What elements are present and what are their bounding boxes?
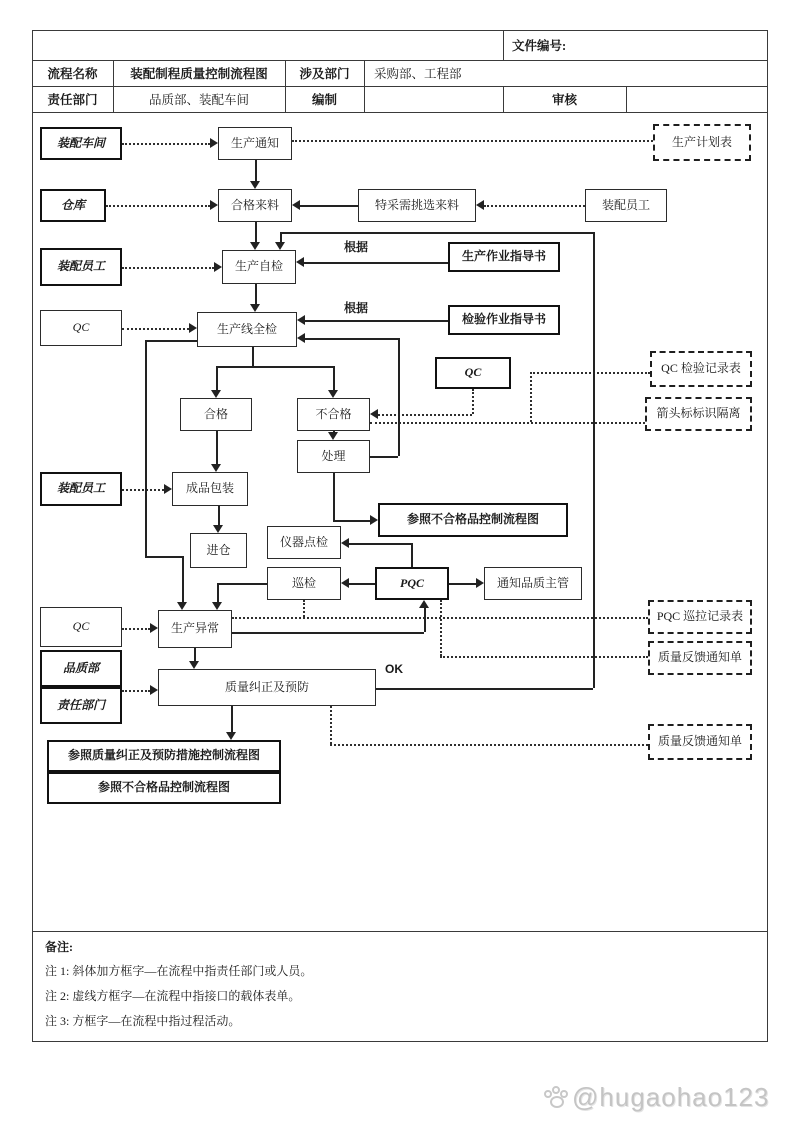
basis-label-1: 根据 — [344, 240, 369, 254]
node-inspection-sop: 检验作业指导书 — [448, 305, 560, 335]
flow-line — [398, 338, 400, 456]
flow-line — [145, 340, 147, 556]
node-quality-feedback-1: 质量反馈通知单 — [648, 641, 752, 675]
basis-label-2: 根据 — [344, 301, 369, 315]
arrowhead — [296, 257, 304, 267]
flow-line — [255, 222, 257, 242]
flow-line — [333, 473, 335, 520]
header-divider — [364, 60, 365, 112]
arrowhead — [212, 602, 222, 610]
header-divider — [503, 30, 504, 60]
flow-line — [122, 489, 164, 491]
arrowhead — [297, 333, 305, 343]
flow-line — [440, 600, 442, 656]
doc-number-label: 文件编号: — [512, 39, 567, 53]
node-assembly-workshop: 装配车间 — [40, 127, 122, 160]
node-handle: 处理 — [297, 440, 370, 473]
arrowhead — [213, 525, 223, 533]
node-line-full-inspection: 生产线全检 — [197, 312, 297, 347]
node-fail: 不合格 — [297, 398, 370, 431]
node-warehouse: 仓库 — [40, 189, 106, 222]
flow-line — [182, 556, 184, 602]
flow-line — [303, 600, 305, 617]
flow-line — [292, 140, 653, 142]
flow-line — [449, 583, 476, 585]
node-pqc: PQC — [375, 567, 449, 600]
flow-line — [145, 340, 197, 342]
note-3: 注 3: 方框字—在流程中指过程活动。 — [45, 1014, 241, 1028]
prepare-label: 编制 — [311, 93, 337, 107]
node-self-inspection: 生产自检 — [222, 250, 296, 284]
flow-line — [333, 520, 370, 522]
flow-line — [280, 232, 282, 242]
arrowhead — [250, 304, 260, 312]
arrowhead — [419, 600, 429, 608]
flow-line — [216, 366, 218, 390]
flow-line — [122, 690, 150, 692]
node-special-pick-incoming: 特采需挑选来料 — [358, 189, 476, 222]
note-1: 注 1: 斜体加方框字—在流程中指责任部门或人员。 — [45, 964, 313, 978]
flow-line — [530, 372, 650, 374]
arrowhead — [341, 578, 349, 588]
arrowhead — [226, 732, 236, 740]
node-qc-mid: QC — [435, 357, 511, 389]
flow-line — [330, 744, 648, 746]
node-quality-dept: 品质部 — [40, 650, 122, 687]
flow-line — [349, 583, 375, 585]
arrowhead — [189, 323, 197, 333]
note-2: 注 2: 虚线方框字—在流程中指接口的载体表单。 — [45, 989, 301, 1003]
flow-line — [217, 583, 267, 585]
node-assembler-self: 装配员工 — [40, 248, 122, 286]
arrowhead — [214, 262, 222, 272]
node-production-abnormal: 生产异常 — [158, 610, 232, 648]
arrowhead — [328, 432, 338, 440]
arrowhead — [476, 200, 484, 210]
node-qc-abnormal: QC — [40, 607, 122, 647]
flow-name-label: 流程名称 — [47, 67, 98, 81]
responsible-dept-label: 责任部门 — [47, 93, 98, 107]
flow-line — [122, 143, 210, 145]
node-instrument-check: 仪器点检 — [267, 526, 341, 559]
arrowhead — [177, 602, 187, 610]
arrowhead — [370, 409, 378, 419]
node-production-sop: 生产作业指导书 — [448, 242, 560, 272]
flow-line — [145, 556, 182, 558]
node-pqc-patrol-record: PQC 巡拉记录表 — [648, 600, 752, 634]
flow-line — [370, 456, 398, 458]
flow-line — [304, 262, 448, 264]
arrowhead — [189, 661, 199, 669]
node-qc-line: QC — [40, 310, 122, 346]
flow-line — [255, 160, 257, 181]
arrowhead — [211, 464, 221, 472]
node-warehouse-in: 进仓 — [190, 533, 247, 568]
review-label: 审核 — [551, 93, 577, 107]
flow-name-value: 装配制程质量控制流程图 — [130, 67, 268, 81]
arrowhead — [210, 200, 218, 210]
node-assembler-right: 装配员工 — [585, 189, 667, 222]
flow-line — [106, 205, 210, 207]
arrowhead — [164, 484, 172, 494]
arrowhead — [292, 200, 300, 210]
flow-line — [305, 338, 398, 340]
arrowhead — [250, 181, 260, 189]
watermark-text: @hugaohao123 — [572, 1082, 770, 1112]
flow-line — [484, 205, 585, 207]
header-line — [32, 112, 768, 113]
responsible-dept-value: 品质部、装配车间 — [148, 93, 249, 107]
flow-line — [305, 320, 448, 322]
flow-line — [530, 372, 532, 422]
node-ref-nonconforming-flow-mid: 参照不合格品控制流程图 — [378, 503, 568, 537]
flow-line — [122, 628, 150, 630]
arrowhead — [370, 515, 378, 525]
involved-depts-value: 采购部、工程部 — [374, 67, 462, 81]
flow-line — [333, 366, 335, 390]
flow-line — [349, 543, 411, 545]
node-assembler-pack: 装配员工 — [40, 472, 122, 506]
flow-line — [330, 706, 332, 744]
flow-line — [194, 648, 196, 661]
node-ref-correction-flow: 参照质量纠正及预防措施控制流程图 — [47, 740, 281, 772]
arrowhead — [211, 390, 221, 398]
node-finished-packaging: 成品包装 — [172, 472, 248, 506]
flow-line — [252, 347, 254, 366]
arrowhead — [210, 138, 218, 148]
node-patrol-inspection: 巡检 — [267, 567, 341, 600]
flow-line — [370, 422, 645, 424]
watermark — [548, 1082, 798, 1122]
node-quality-correction: 质量纠正及预防 — [158, 669, 376, 706]
flow-line — [411, 543, 413, 567]
flow-line — [122, 267, 214, 269]
arrowhead — [250, 242, 260, 250]
flow-line — [378, 414, 472, 416]
flow-line — [593, 232, 595, 688]
arrowhead — [150, 623, 158, 633]
flow-line — [216, 431, 218, 464]
flow-line — [280, 232, 593, 234]
arrowhead — [297, 315, 305, 325]
header-divider — [626, 86, 627, 112]
node-notify-quality-manager: 通知品质主管 — [484, 567, 582, 600]
flow-line — [472, 389, 474, 414]
ok-label: OK — [385, 662, 403, 676]
arrowhead — [476, 578, 484, 588]
notes-separator — [32, 931, 768, 932]
node-ref-nonconforming-flow-bottom: 参照不合格品控制流程图 — [47, 772, 281, 804]
flow-line — [300, 205, 358, 207]
notes-title: 备注: — [45, 940, 73, 954]
node-qualified-incoming: 合格来料 — [218, 189, 292, 222]
arrowhead — [341, 538, 349, 548]
node-arrow-mark-isolation: 箭头标标识隔离 — [645, 397, 752, 431]
flow-line — [232, 632, 424, 634]
flow-line — [440, 656, 648, 658]
flow-line — [218, 506, 220, 525]
flow-line — [217, 583, 219, 602]
node-qc-record-form: QC 检验记录表 — [650, 351, 752, 387]
involved-depts-label: 涉及部门 — [299, 67, 350, 81]
node-production-notice: 生产通知 — [218, 127, 292, 160]
node-production-plan-form: 生产计划表 — [653, 124, 751, 161]
arrowhead — [275, 242, 285, 250]
arrowhead — [150, 685, 158, 695]
flow-line — [216, 366, 333, 368]
arrowhead — [328, 390, 338, 398]
flow-line — [376, 688, 593, 690]
paw-icon — [544, 1088, 566, 1108]
flow-line — [255, 284, 257, 304]
flow-line — [122, 328, 189, 330]
node-pass: 合格 — [180, 398, 252, 431]
node-quality-feedback-2: 质量反馈通知单 — [648, 724, 752, 760]
flow-line — [424, 608, 426, 632]
node-responsible-dept: 责任部门 — [40, 687, 122, 724]
flow-line — [231, 706, 233, 732]
